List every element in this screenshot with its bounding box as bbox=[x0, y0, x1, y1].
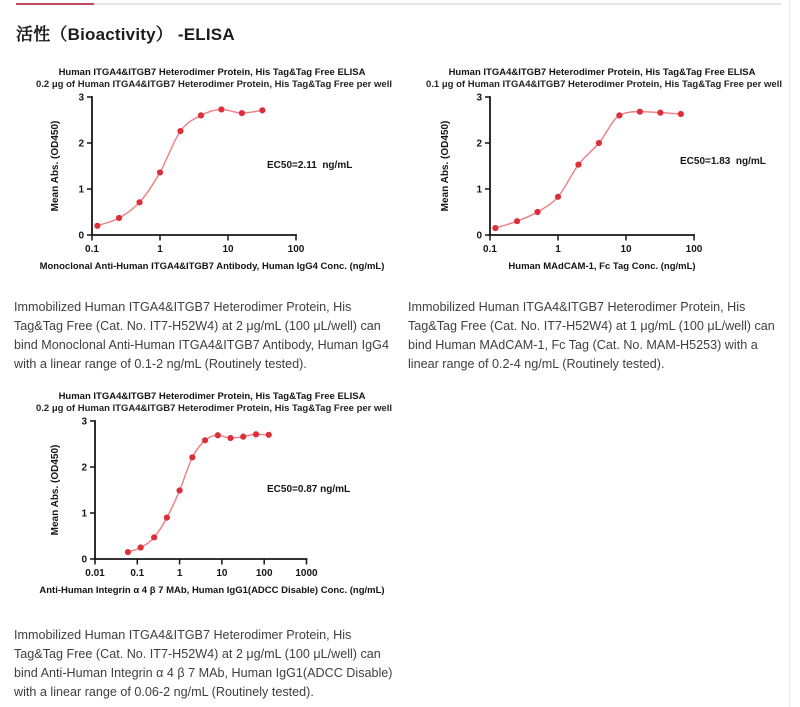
x-tick-label: 100 bbox=[255, 568, 273, 579]
data-point bbox=[202, 437, 208, 443]
y-axis-title: Mean Abs. (OD450) bbox=[50, 444, 61, 536]
fit-curve bbox=[495, 112, 680, 228]
data-point bbox=[177, 128, 183, 134]
y-tick-label: 3 bbox=[78, 92, 84, 104]
fit-curve bbox=[128, 434, 269, 552]
x-tick-label: 0.1 bbox=[85, 244, 99, 255]
x-tick-label: 0.01 bbox=[85, 568, 105, 579]
ec50-annotation: EC50=2.11 ng/mL bbox=[267, 160, 353, 171]
y-axis-title: Mean Abs. (OD450) bbox=[440, 120, 451, 212]
x-tick-label: 0.1 bbox=[130, 568, 145, 579]
data-point bbox=[177, 487, 183, 493]
plot-svg bbox=[36, 92, 388, 260]
y-tick-label: 0 bbox=[78, 230, 84, 242]
data-point bbox=[596, 140, 602, 146]
y-tick-label: 2 bbox=[78, 138, 84, 150]
caption-text-3: Immobilized Human ITGA4&ITGB7 Heterodimer Protein, His Tag&Tag Free (Cat. No. IT7-H52W4) at 2 μg/mL (100 μL/well) can bind Anti-Human Integrin α 4 β 7 MAb, Human IgG1(ADCC Disable) with a linear range of 0.06-2 ng/mL (Routinely tested). bbox=[14, 628, 393, 699]
chart-x-axis-title: Anti-Human Integrin α 4 β 7 MAb, Human IgG1(ADCC Disable) Conc. (ng/mL) bbox=[39, 585, 385, 596]
data-point bbox=[198, 112, 204, 118]
chart-subtitle: 0.1 μg of Human ITGA4&ITGB7 Heterodimer Protein, His Tag&Tag Free per well bbox=[426, 79, 782, 90]
data-point bbox=[514, 218, 520, 224]
data-point bbox=[534, 209, 540, 215]
data-point bbox=[189, 454, 195, 460]
y-tick-label: 3 bbox=[81, 416, 87, 428]
data-point bbox=[138, 544, 144, 550]
elisa-chart-3 bbox=[36, 390, 392, 596]
plot-svg bbox=[36, 416, 388, 584]
x-tick-label: 1 bbox=[157, 244, 163, 255]
section-divider-accent bbox=[16, 3, 94, 5]
section-divider bbox=[16, 3, 781, 5]
caption-text-1: Immobilized Human ITGA4&ITGB7 Heterodimer Protein, His Tag&Tag Free (Cat. No. IT7-H52W4) at 2 μg/mL (100 μL/well) can bind Monoclonal Anti-Human ITGA4&ITGB7 Antibody, Human IgG4 with a linear range of 0.1-2 ng/mL (Routinely tested). bbox=[14, 300, 389, 371]
chart-subtitle: 0.2 μg of Human ITGA4&ITGB7 Heterodimer Protein, His Tag&Tag Free per well bbox=[36, 403, 392, 414]
y-tick-label: 1 bbox=[476, 184, 482, 196]
elisa-chart-1 bbox=[36, 66, 392, 272]
data-point bbox=[218, 106, 224, 112]
y-axis-title: Mean Abs. (OD450) bbox=[50, 120, 61, 212]
y-tick-label: 2 bbox=[476, 138, 482, 150]
chart-title: Human ITGA4&ITGB7 Heterodimer Protein, His Tag&Tag Free ELISA bbox=[448, 67, 756, 78]
page-right-edge bbox=[789, 0, 790, 707]
data-point bbox=[239, 110, 245, 116]
data-point bbox=[657, 110, 663, 116]
y-tick-label: 3 bbox=[476, 92, 482, 104]
chart-subtitle: 0.2 μg of Human ITGA4&ITGB7 Heterodimer Protein, His Tag&Tag Free per well bbox=[36, 79, 392, 90]
data-point bbox=[151, 534, 157, 540]
chart-title: Human ITGA4&ITGB7 Heterodimer Protein, His Tag&Tag Free ELISA bbox=[58, 67, 366, 78]
data-point bbox=[266, 432, 272, 438]
data-point bbox=[678, 111, 684, 117]
caption-text-2: Immobilized Human ITGA4&ITGB7 Heterodimer Protein, His Tag&Tag Free (Cat. No. IT7-H52W4) at 1 μg/mL (100 μL/well) can bind Human MAdCAM-1, Fc Tag (Cat. No. MAM-H5253) with a linear range of 0.2-4 ng/mL (Routinely tested). bbox=[408, 300, 775, 371]
y-tick-label: 0 bbox=[81, 554, 87, 566]
page-title: 活性（Bioactivity） -ELISA bbox=[16, 25, 235, 44]
data-point bbox=[125, 549, 131, 555]
data-point bbox=[94, 223, 100, 229]
plot-svg bbox=[426, 92, 778, 260]
ec50-annotation: EC50=0.87 ng/mL bbox=[267, 484, 351, 495]
data-point bbox=[575, 162, 581, 168]
x-tick-label: 100 bbox=[685, 244, 703, 255]
chart-x-axis-title: Monoclonal Anti-Human ITGA4&ITGB7 Antibody, Human IgG4 Conc. (ng/mL) bbox=[39, 261, 385, 272]
ec50-annotation: EC50=1.83 ng/mL bbox=[680, 156, 766, 167]
chart-x-axis-title: Human MAdCAM-1, Fc Tag Conc. (ng/mL) bbox=[508, 261, 696, 272]
data-point bbox=[227, 435, 233, 441]
data-point bbox=[253, 431, 259, 437]
data-point bbox=[215, 432, 221, 438]
data-point bbox=[259, 107, 265, 113]
x-tick-label: 10 bbox=[620, 244, 632, 255]
data-point bbox=[637, 109, 643, 115]
data-point bbox=[492, 225, 498, 231]
x-tick-label: 1000 bbox=[295, 568, 318, 579]
elisa-chart-2 bbox=[426, 66, 782, 272]
data-point bbox=[616, 112, 622, 118]
data-point bbox=[240, 434, 246, 440]
x-tick-label: 1 bbox=[176, 568, 183, 579]
x-tick-label: 100 bbox=[287, 244, 305, 255]
y-tick-label: 1 bbox=[78, 184, 84, 196]
fit-curve bbox=[97, 109, 262, 225]
data-point bbox=[164, 515, 170, 521]
data-point bbox=[116, 215, 122, 221]
x-tick-label: 10 bbox=[216, 568, 228, 579]
data-point bbox=[136, 199, 142, 205]
x-tick-label: 1 bbox=[555, 244, 561, 255]
y-tick-label: 0 bbox=[476, 230, 482, 242]
y-tick-label: 2 bbox=[81, 462, 87, 474]
chart-title: Human ITGA4&ITGB7 Heterodimer Protein, His Tag&Tag Free ELISA bbox=[58, 391, 366, 402]
y-tick-label: 1 bbox=[81, 508, 87, 520]
x-tick-label: 10 bbox=[222, 244, 234, 255]
data-point bbox=[555, 194, 561, 200]
x-tick-label: 0.1 bbox=[483, 244, 497, 255]
data-point bbox=[157, 169, 163, 175]
